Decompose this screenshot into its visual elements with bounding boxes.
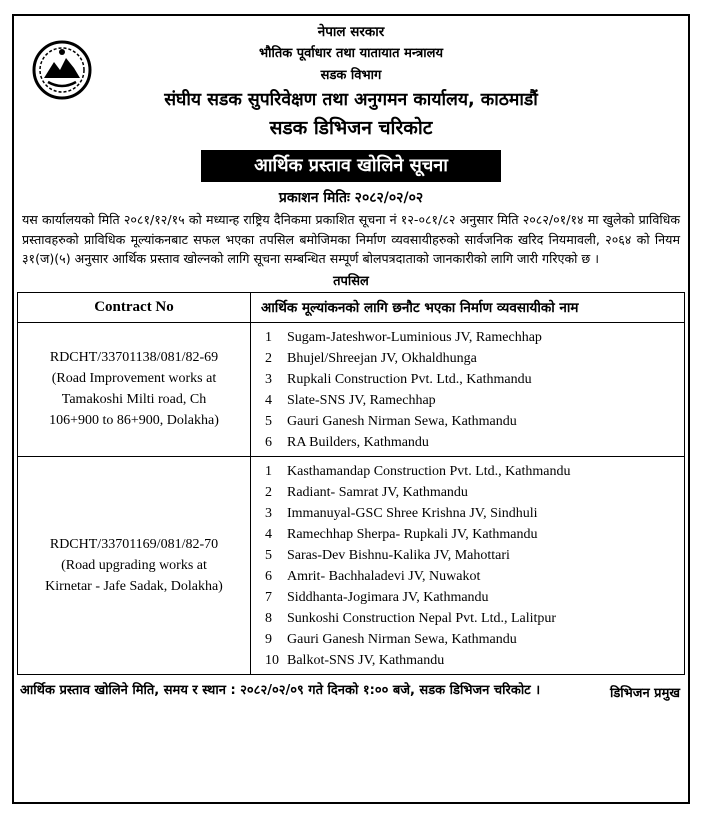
firm-name: Gauri Ganesh Nirman Sewa, Kathmandu xyxy=(287,413,517,429)
firm-name: Sunkoshi Construction Nepal Pvt. Ltd., Lalitpur xyxy=(287,610,557,626)
firm-number: 5 xyxy=(265,547,272,563)
firm-number: 1 xyxy=(265,463,272,479)
firm-name: Amrit- Bachhaladevi JV, Nuwakot xyxy=(287,568,481,584)
firm-name: Radiant- Samrat JV, Kathmandu xyxy=(287,484,468,500)
firm-list-item xyxy=(265,482,680,503)
contract-no-header: Contract No xyxy=(18,292,251,322)
firm-name: Bhujel/Shreejan JV, Okhaldhunga xyxy=(287,350,477,366)
header-government: नेपाल सरकार xyxy=(317,24,385,40)
firm-number: 4 xyxy=(265,392,272,408)
firm-number: 8 xyxy=(265,610,272,626)
firm-number: 3 xyxy=(265,505,272,521)
firm-name: Immanuyal-GSC Shree Krishna JV, Sindhuli xyxy=(287,505,538,521)
contract-line: RDCHT/33701138/081/82-69 xyxy=(49,350,219,365)
firm-number: 7 xyxy=(265,589,272,605)
table-header-row xyxy=(18,292,685,322)
firm-number: 2 xyxy=(265,350,272,366)
signatory: डिभिजन प्रमुख xyxy=(609,685,680,701)
firm-name: Rupkali Construction Pvt. Ltd., Kathmandu xyxy=(287,371,532,387)
schedule-heading: तपसिल xyxy=(333,273,369,289)
table-body xyxy=(18,322,685,674)
firm-number: 2 xyxy=(265,484,272,500)
header-department: सडक विभाग xyxy=(320,68,382,83)
firm-list-item xyxy=(265,587,680,608)
firm-list-item xyxy=(265,369,680,390)
firm-list-item xyxy=(265,348,680,369)
header-division: सडक डिभिजन चरिकोट xyxy=(269,117,433,139)
firms-header: आर्थिक मूल्यांकनको लागि छनौट भएका निर्माण व्यवसायीको नाम xyxy=(251,292,685,322)
contract-line: 106+900 to 86+900, Dolakha) xyxy=(49,413,219,428)
firm-list-item xyxy=(265,411,680,432)
notice-paragraph: यस कार्यालयको मिति २०८१/१२/१५ को मध्यान्ह राष्ट्रिय दैनिकमा प्रकाशित सूचना नं १२-०८१/८२ अनुसार मिति २०८२/०१/१४ मा खुलेको प्राविधिक प्रस्तावहरुको प्राविधिक मूल्यांकनबाट सफल भएका तपसिल बमोजिमका निर्माण व्यवसायीहरुको सार्वजनिक खरिद नियमावली, २०६४ को नियम ३१(ज)(५) अनुसार आर्थिक प्रस्ताव खोल्नको लागि सूचना सम्बन्धित सम्पूर्ण बोलपत्रदाताको जानकारीको लागि जारी गरिएको छ । xyxy=(22,212,680,266)
publication-date: प्रकाशन मितिः २०८२/०२/०२ xyxy=(278,190,424,206)
firm-name: Gauri Ganesh Nirman Sewa, Kathmandu xyxy=(287,631,517,647)
firm-list-item xyxy=(265,545,680,566)
firm-number: 5 xyxy=(265,413,272,429)
firms-cell xyxy=(251,322,685,456)
firm-list-item xyxy=(265,432,680,453)
table-row xyxy=(18,456,685,674)
header-office: संघीय सडक सुपरिवेक्षण तथा अनुगमन कार्यालय, काठमाडौं xyxy=(164,90,538,110)
nepal-government-emblem-icon xyxy=(30,38,94,102)
contract-line: Kirnetar - Jafe Sadak, Dolakha) xyxy=(45,578,223,594)
firm-number: 10 xyxy=(265,652,279,668)
opening-details: आर्थिक प्रस्ताव खोलिने मिति, समय र स्थान : २०८२/०२/०९ गते दिनको १:०० बजे, सडक डिभिजन चरिकोट । xyxy=(20,682,541,698)
firm-list-item xyxy=(265,629,680,650)
firm-name: Saras-Dev Bishnu-Kalika JV, Mahottari xyxy=(287,547,510,563)
firm-list-item xyxy=(265,461,680,482)
firms-cell xyxy=(251,456,685,674)
firm-number: 9 xyxy=(265,631,272,647)
firm-list-item xyxy=(265,524,680,545)
firm-list-item xyxy=(265,608,680,629)
table-row xyxy=(18,322,685,456)
bidders-table xyxy=(17,292,685,675)
notice-frame xyxy=(12,14,690,804)
contract-line: RDCHT/33701169/081/82-70 xyxy=(49,536,219,552)
firm-name: Sugam-Jateshwor-Luminious JV, Ramechhap xyxy=(287,329,542,345)
firm-number: 3 xyxy=(265,371,272,387)
contract-line: (Road upgrading works at xyxy=(61,557,207,573)
firm-name: RA Builders, Kathmandu xyxy=(287,434,429,450)
header-ministry: भौतिक पूर्वाधार तथा यातायात मन्त्रालय xyxy=(258,46,443,61)
firm-number: 1 xyxy=(265,329,272,345)
contract-cell xyxy=(18,322,251,456)
firm-name: Slate-SNS JV, Ramechhap xyxy=(287,392,436,408)
firm-list-item xyxy=(265,390,680,411)
firm-list-item xyxy=(265,566,680,587)
firm-list-item xyxy=(265,503,680,524)
notice-title-banner: आर्थिक प्रस्ताव खोलिने सूचना xyxy=(201,150,501,182)
firm-list-item xyxy=(265,327,680,348)
contract-line: Tamakoshi Milti road, Ch xyxy=(61,392,207,407)
firm-number: 6 xyxy=(265,434,272,450)
firm-number: 6 xyxy=(265,568,272,584)
firm-name: Kasthamandap Construction Pvt. Ltd., Kathmandu xyxy=(287,463,571,479)
firm-name: Siddhanta-Jogimara JV, Kathmandu xyxy=(287,589,489,605)
contract-cell xyxy=(18,456,251,674)
contract-line: (Road Improvement works at xyxy=(51,371,217,386)
firm-list-item xyxy=(265,650,680,671)
firm-number: 4 xyxy=(265,526,272,542)
firm-name: Balkot-SNS JV, Kathmandu xyxy=(287,652,445,668)
firm-name: Ramechhap Sherpa- Rupkali JV, Kathmandu xyxy=(287,526,538,542)
